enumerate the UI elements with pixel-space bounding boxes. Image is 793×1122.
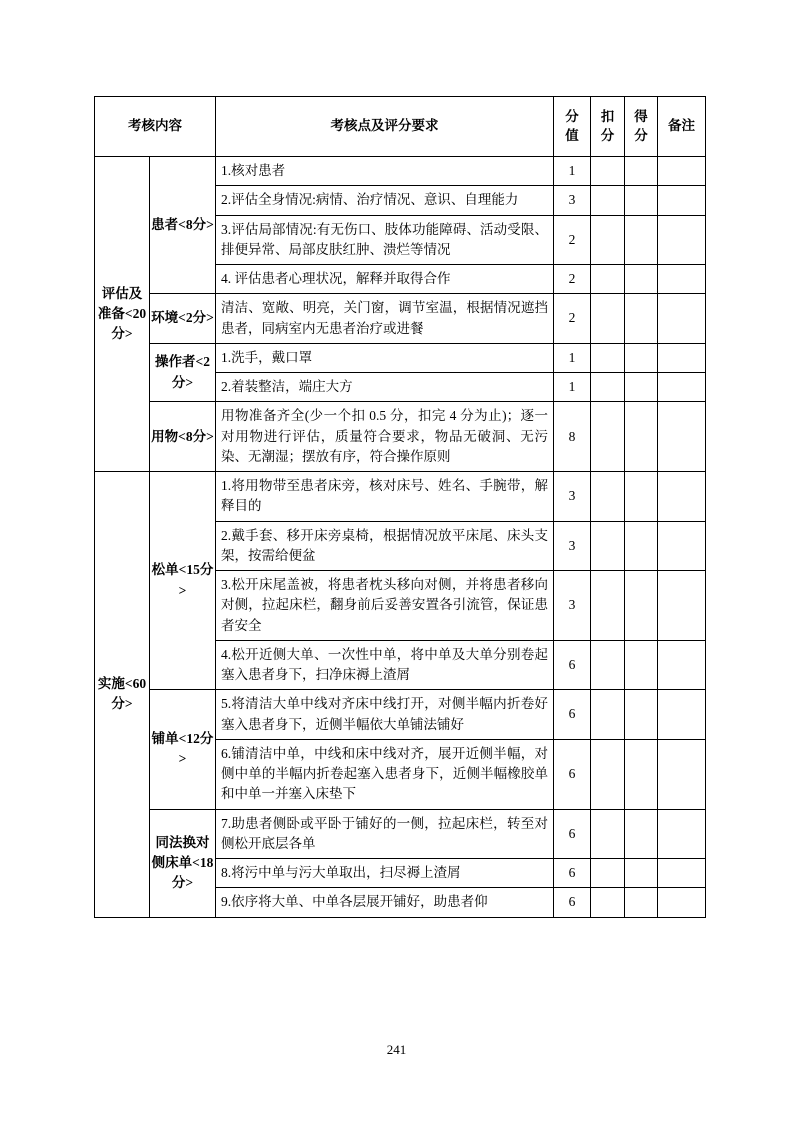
score-cell: 6	[554, 809, 591, 859]
deduction-cell	[591, 265, 625, 294]
criteria-cell: 8.将污中单与污大单取出，扫尽褥上渣屑	[216, 859, 554, 888]
score-cell: 2	[554, 265, 591, 294]
criteria-cell: 1.洗手，戴口罩	[216, 343, 554, 372]
deduction-cell	[591, 472, 625, 522]
remarks-cell	[658, 402, 706, 472]
deduction-cell	[591, 373, 625, 402]
deduction-cell	[591, 859, 625, 888]
gained-cell	[625, 472, 658, 522]
assessment-table-wrap	[94, 96, 706, 918]
remarks-cell	[658, 472, 706, 522]
remarks-cell	[658, 640, 706, 690]
deduction-cell	[591, 521, 625, 571]
criteria-cell: 用物准备齐全(少一个扣 0.5 分，扣完 4 分为止)；逐一对用物进行评估，质量符合要求，物品无破洞、无污染、无潮湿；摆放有序，符合操作原则	[216, 402, 554, 472]
group-label-assessment-prep: 评估及准备<20分>	[95, 157, 150, 472]
assessment-table	[94, 96, 706, 918]
criteria-cell: 1.核对患者	[216, 157, 554, 186]
criteria-cell: 7.助患者侧卧或平卧于铺好的一侧，拉起床栏，转至对侧松开底层各单	[216, 809, 554, 859]
table-row	[95, 402, 706, 472]
deduction-cell	[591, 294, 625, 344]
gained-cell	[625, 215, 658, 265]
remarks-cell	[658, 215, 706, 265]
remarks-cell	[658, 186, 706, 215]
score-cell: 6	[554, 739, 591, 809]
subgroup-label-supplies: 用物<8分>	[150, 402, 216, 472]
remarks-cell	[658, 294, 706, 344]
gained-cell	[625, 888, 658, 917]
criteria-cell: 清洁、宽敞、明亮，关门窗，调节室温，根据情况遮挡患者，同病室内无患者治疗或进餐	[216, 294, 554, 344]
gained-cell	[625, 739, 658, 809]
remarks-cell	[658, 739, 706, 809]
criteria-cell: 3.评估局部情况:有无伤口、肢体功能障碍、活动受限、排便异常、局部皮肤红肿、溃烂等情况	[216, 215, 554, 265]
deduction-cell	[591, 640, 625, 690]
table-row	[95, 294, 706, 344]
gained-cell	[625, 343, 658, 372]
score-cell: 6	[554, 690, 591, 740]
score-cell: 3	[554, 521, 591, 571]
gained-cell	[625, 265, 658, 294]
score-cell: 2	[554, 215, 591, 265]
deduction-cell	[591, 402, 625, 472]
header-content: 考核内容	[95, 97, 216, 157]
remarks-cell	[658, 571, 706, 641]
remarks-cell	[658, 157, 706, 186]
deduction-cell	[591, 215, 625, 265]
header-points: 考核点及评分要求	[216, 97, 554, 157]
criteria-cell: 2.戴手套、移开床旁桌椅，根据情况放平床尾、床头支架，按需给便盆	[216, 521, 554, 571]
remarks-cell	[658, 343, 706, 372]
deduction-cell	[591, 739, 625, 809]
header-remarks: 备注	[658, 97, 706, 157]
gained-cell	[625, 809, 658, 859]
gained-cell	[625, 521, 658, 571]
score-cell: 1	[554, 343, 591, 372]
score-cell: 3	[554, 472, 591, 522]
gained-cell	[625, 186, 658, 215]
gained-cell	[625, 859, 658, 888]
gained-cell	[625, 402, 658, 472]
header-gained: 得分	[625, 97, 658, 157]
deduction-cell	[591, 157, 625, 186]
gained-cell	[625, 640, 658, 690]
criteria-cell: 4. 评估患者心理状况，解释并取得合作	[216, 265, 554, 294]
table-row	[95, 157, 706, 186]
score-cell: 6	[554, 859, 591, 888]
remarks-cell	[658, 809, 706, 859]
table-row	[95, 343, 706, 372]
subgroup-label-operator: 操作者<2分>	[150, 343, 216, 402]
score-cell: 3	[554, 186, 591, 215]
header-deduction: 扣分	[591, 97, 625, 157]
score-cell: 8	[554, 402, 591, 472]
deduction-cell	[591, 186, 625, 215]
remarks-cell	[658, 373, 706, 402]
subgroup-label-patient: 患者<8分>	[150, 157, 216, 294]
criteria-cell: 4.松开近侧大单、一次性中单，将中单及大单分别卷起塞入患者身下，扫净床褥上渣屑	[216, 640, 554, 690]
criteria-cell: 3.松开床尾盖被，将患者枕头移向对侧，并将患者移向对侧，拉起床栏，翻身前后妥善安置各引流管，保证患者安全	[216, 571, 554, 641]
subgroup-label-environment: 环境<2分>	[150, 294, 216, 344]
deduction-cell	[591, 571, 625, 641]
remarks-cell	[658, 265, 706, 294]
table-row	[95, 690, 706, 740]
gained-cell	[625, 690, 658, 740]
score-cell: 1	[554, 373, 591, 402]
score-cell: 1	[554, 157, 591, 186]
criteria-cell: 5.将清洁大单中线对齐床中线打开，对侧半幅内折卷好塞入患者身下，近侧半幅依大单铺法铺好	[216, 690, 554, 740]
remarks-cell	[658, 888, 706, 917]
criteria-cell: 9.依序将大单、中单各层展开铺好，助患者仰	[216, 888, 554, 917]
remarks-cell	[658, 521, 706, 571]
gained-cell	[625, 294, 658, 344]
deduction-cell	[591, 888, 625, 917]
table-row	[95, 472, 706, 522]
gained-cell	[625, 373, 658, 402]
remarks-cell	[658, 859, 706, 888]
deduction-cell	[591, 343, 625, 372]
deduction-cell	[591, 690, 625, 740]
table-row	[95, 809, 706, 859]
gained-cell	[625, 571, 658, 641]
criteria-cell: 1.将用物带至患者床旁，核对床号、姓名、手腕带，解释目的	[216, 472, 554, 522]
gained-cell	[625, 157, 658, 186]
criteria-cell: 2.着装整洁，端庄大方	[216, 373, 554, 402]
score-cell: 6	[554, 640, 591, 690]
deduction-cell	[591, 809, 625, 859]
subgroup-label-spread-sheet: 铺单<12分>	[150, 690, 216, 809]
remarks-cell	[658, 690, 706, 740]
page-number: 241	[386, 1042, 407, 1057]
criteria-cell: 2.评估全身情况:病情、治疗情况、意识、自理能力	[216, 186, 554, 215]
header-score: 分值	[554, 97, 591, 157]
subgroup-label-other-side: 同法换对侧床单<18分>	[150, 809, 216, 917]
criteria-cell: 6.铺清洁中单，中线和床中线对齐，展开近侧半幅，对侧中单的半幅内折卷起塞入患者身下，近侧半幅橡胶单和中单一并塞入床垫下	[216, 739, 554, 809]
score-cell: 2	[554, 294, 591, 344]
score-cell: 3	[554, 571, 591, 641]
subgroup-label-loosen-sheet: 松单<15分>	[150, 472, 216, 690]
header-row	[95, 97, 706, 157]
score-cell: 6	[554, 888, 591, 917]
group-label-implementation: 实施<60分>	[95, 472, 150, 918]
